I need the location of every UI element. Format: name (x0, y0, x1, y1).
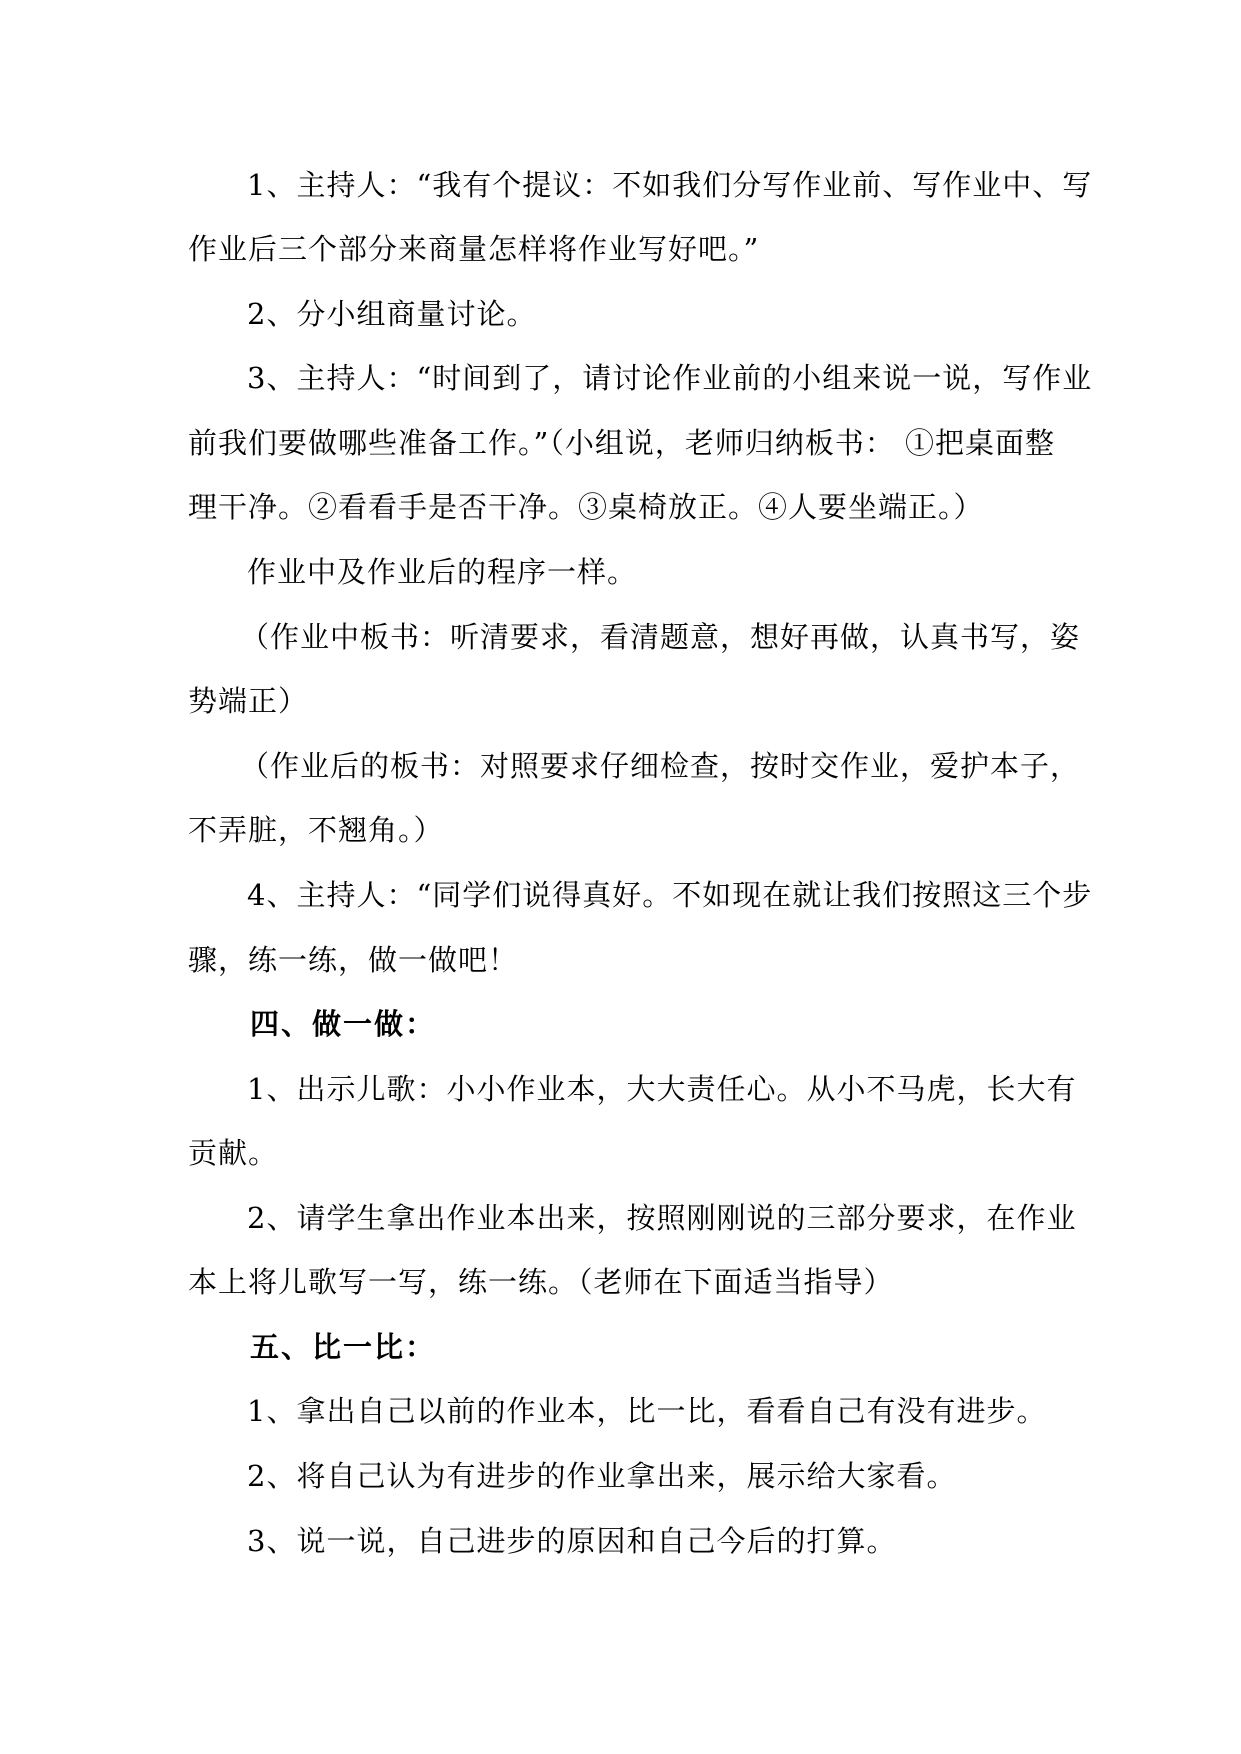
paragraph-line: 不弄脏，不翘角。） (188, 813, 444, 847)
paragraph-line: 1、拿出自己以前的作业本，比一比，看看自己有没有进步。 (247, 1394, 1047, 1428)
paragraph-line: 本上将儿歌写一写，练一练。（老师在下面适当指导） (188, 1265, 894, 1299)
paragraph-line: 3、说一说，自己进步的原因和自己今后的打算。 (247, 1524, 897, 1558)
paragraph-line: 作业中及作业后的程序一样。 (247, 555, 638, 589)
paragraph-line: 前我们要做哪些准备工作。”（小组说，老师归纳板书： ①把桌面整 (188, 426, 1056, 460)
paragraph-line: 骤，练一练，做一做吧！ (188, 943, 519, 977)
paragraph-line: 2、将自己认为有进步的作业拿出来，展示给大家看。 (247, 1459, 957, 1493)
paragraph-line: 理干净。②看看手是否干净。③桌椅放正。④人要坐端正。） (188, 490, 984, 524)
paragraph-line: 4、主持人：“同学们说得真好。不如现在就让我们按照这三个步 (247, 878, 1093, 912)
section-heading: 五、比一比： (250, 1330, 437, 1364)
paragraph-line: 1、主持人：“我有个提议：不如我们分写作业前、写作业中、写 (247, 168, 1093, 202)
paragraph-line: 势端正） (188, 684, 309, 718)
paragraph-line: （作业中板书：听清要求，看清题意，想好再做，认真书写，姿 (240, 620, 1081, 654)
paragraph-line: 2、分小组商量讨论。 (247, 297, 537, 331)
paragraph-line: 3、主持人：“时间到了，请讨论作业前的小组来说一说，写作业 (247, 361, 1093, 395)
paragraph-line: （作业后的板书：对照要求仔细检查，按时交作业，爱护本子， (240, 749, 1081, 783)
paragraph-line: 作业后三个部分来商量怎样将作业写好吧。” (188, 232, 760, 266)
section-heading: 四、做一做： (250, 1007, 437, 1041)
paragraph-line: 2、请学生拿出作业本出来，按照刚刚说的三部分要求，在作业 (247, 1201, 1077, 1235)
paragraph-line: 1、出示儿歌：小小作业本，大大责任心。从小不马虎，长大有 (247, 1072, 1077, 1106)
paragraph-line: 贡献。 (188, 1136, 279, 1170)
